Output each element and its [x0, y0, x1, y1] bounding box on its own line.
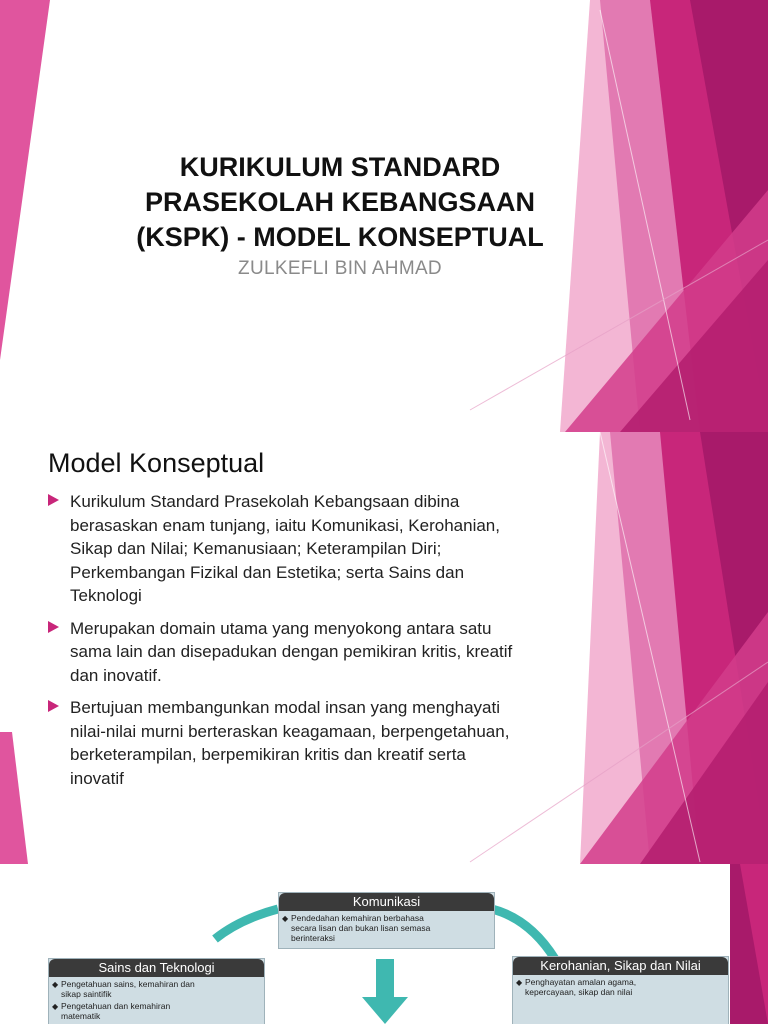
- diamond-bullet-icon: ◆: [52, 1002, 59, 1011]
- title-slide: [0, 0, 768, 432]
- title-line: KURIKULUM STANDARD: [179, 152, 501, 182]
- sains-teknologi-box: [48, 958, 265, 1024]
- bullet-line: Perkembangan Fizikal dan Estetika; serta Sains dan: [70, 562, 465, 582]
- bullet-arrow-icon: [48, 494, 59, 506]
- box-item-line: berinteraksi: [291, 933, 335, 943]
- box-item: [49, 1001, 264, 1021]
- title-line: (KSPK) - MODEL KONSEPTUAL: [136, 222, 544, 252]
- box-item: [513, 977, 728, 997]
- box-title: Sains dan Teknologi: [49, 959, 264, 977]
- box-item-line: kepercayaan, sikap dan nilai: [525, 987, 633, 997]
- bullet-line: Merupakan domain utama yang menyokong antara satu: [70, 618, 492, 638]
- content-slide: [0, 432, 768, 864]
- diagram-slide: [0, 864, 768, 1024]
- box-item-line: Pengetahuan dan kemahiran: [61, 1001, 171, 1011]
- bullet-line: sama lain dan disepadukan dengan pemikiran kritis, kreatif: [70, 642, 513, 661]
- bullet-arrow-icon: [48, 700, 59, 712]
- bullet-item: [48, 696, 588, 790]
- author-name: ZULKEFLI BIN AHMAD: [238, 258, 442, 279]
- bullet-item: [48, 617, 588, 688]
- bullet-line: dan inovatif.: [70, 665, 162, 685]
- bullet-list: [48, 490, 588, 799]
- bullet-line: Bertujuan membangunkan modal insan yang menghayati: [70, 698, 500, 717]
- diamond-bullet-icon: ◆: [516, 978, 523, 987]
- box-item-line: sikap saintifik: [61, 989, 112, 999]
- box-item: [279, 913, 494, 943]
- box-item-line: Pendedahan kemahiran berbahasa: [291, 913, 424, 923]
- box-title: Kerohanian, Sikap dan Nilai: [513, 957, 728, 975]
- box-item-line: Pengetahuan sains, kemahiran dan: [61, 979, 195, 989]
- diamond-bullet-icon: ◆: [52, 980, 59, 989]
- box-title: Komunikasi: [279, 893, 494, 911]
- bullet-line: nilai-nilai murni berteraskan keagamaan, berpengetahuan,: [70, 721, 510, 741]
- bullet-line: Kurikulum Standard Prasekolah Kebangsaan dibina: [70, 492, 460, 511]
- bullet-line: Sikap dan Nilai; Kemanusiaan; Keterampilan Diri;: [70, 539, 442, 558]
- bullet-line: Teknologi: [70, 586, 142, 605]
- bullet-arrow-icon: [48, 621, 59, 633]
- diamond-bullet-icon: ◆: [282, 914, 289, 923]
- box-item-line: secara lisan dan bukan lisan semasa: [291, 923, 431, 933]
- bullet-line: berketerampilan, berpemikiran kritis dan kreatif serta: [70, 745, 466, 764]
- bullet-line: inovatif: [70, 768, 124, 788]
- komunikasi-box: [278, 892, 495, 949]
- box-item-line: Penghayatan amalan agama,: [525, 977, 637, 987]
- slide-title: [100, 150, 580, 255]
- kerohanian-box: [512, 956, 729, 1024]
- box-item-line: matematik: [61, 1011, 101, 1021]
- bullet-line: berasaskan enam tunjang, iaitu Komunikasi, Kerohanian,: [70, 515, 500, 535]
- box-item: [49, 979, 264, 999]
- slide-heading: Model Konseptual: [48, 448, 265, 478]
- title-line: PRASEKOLAH KEBANGSAAN: [144, 187, 536, 217]
- bullet-item: [48, 490, 588, 608]
